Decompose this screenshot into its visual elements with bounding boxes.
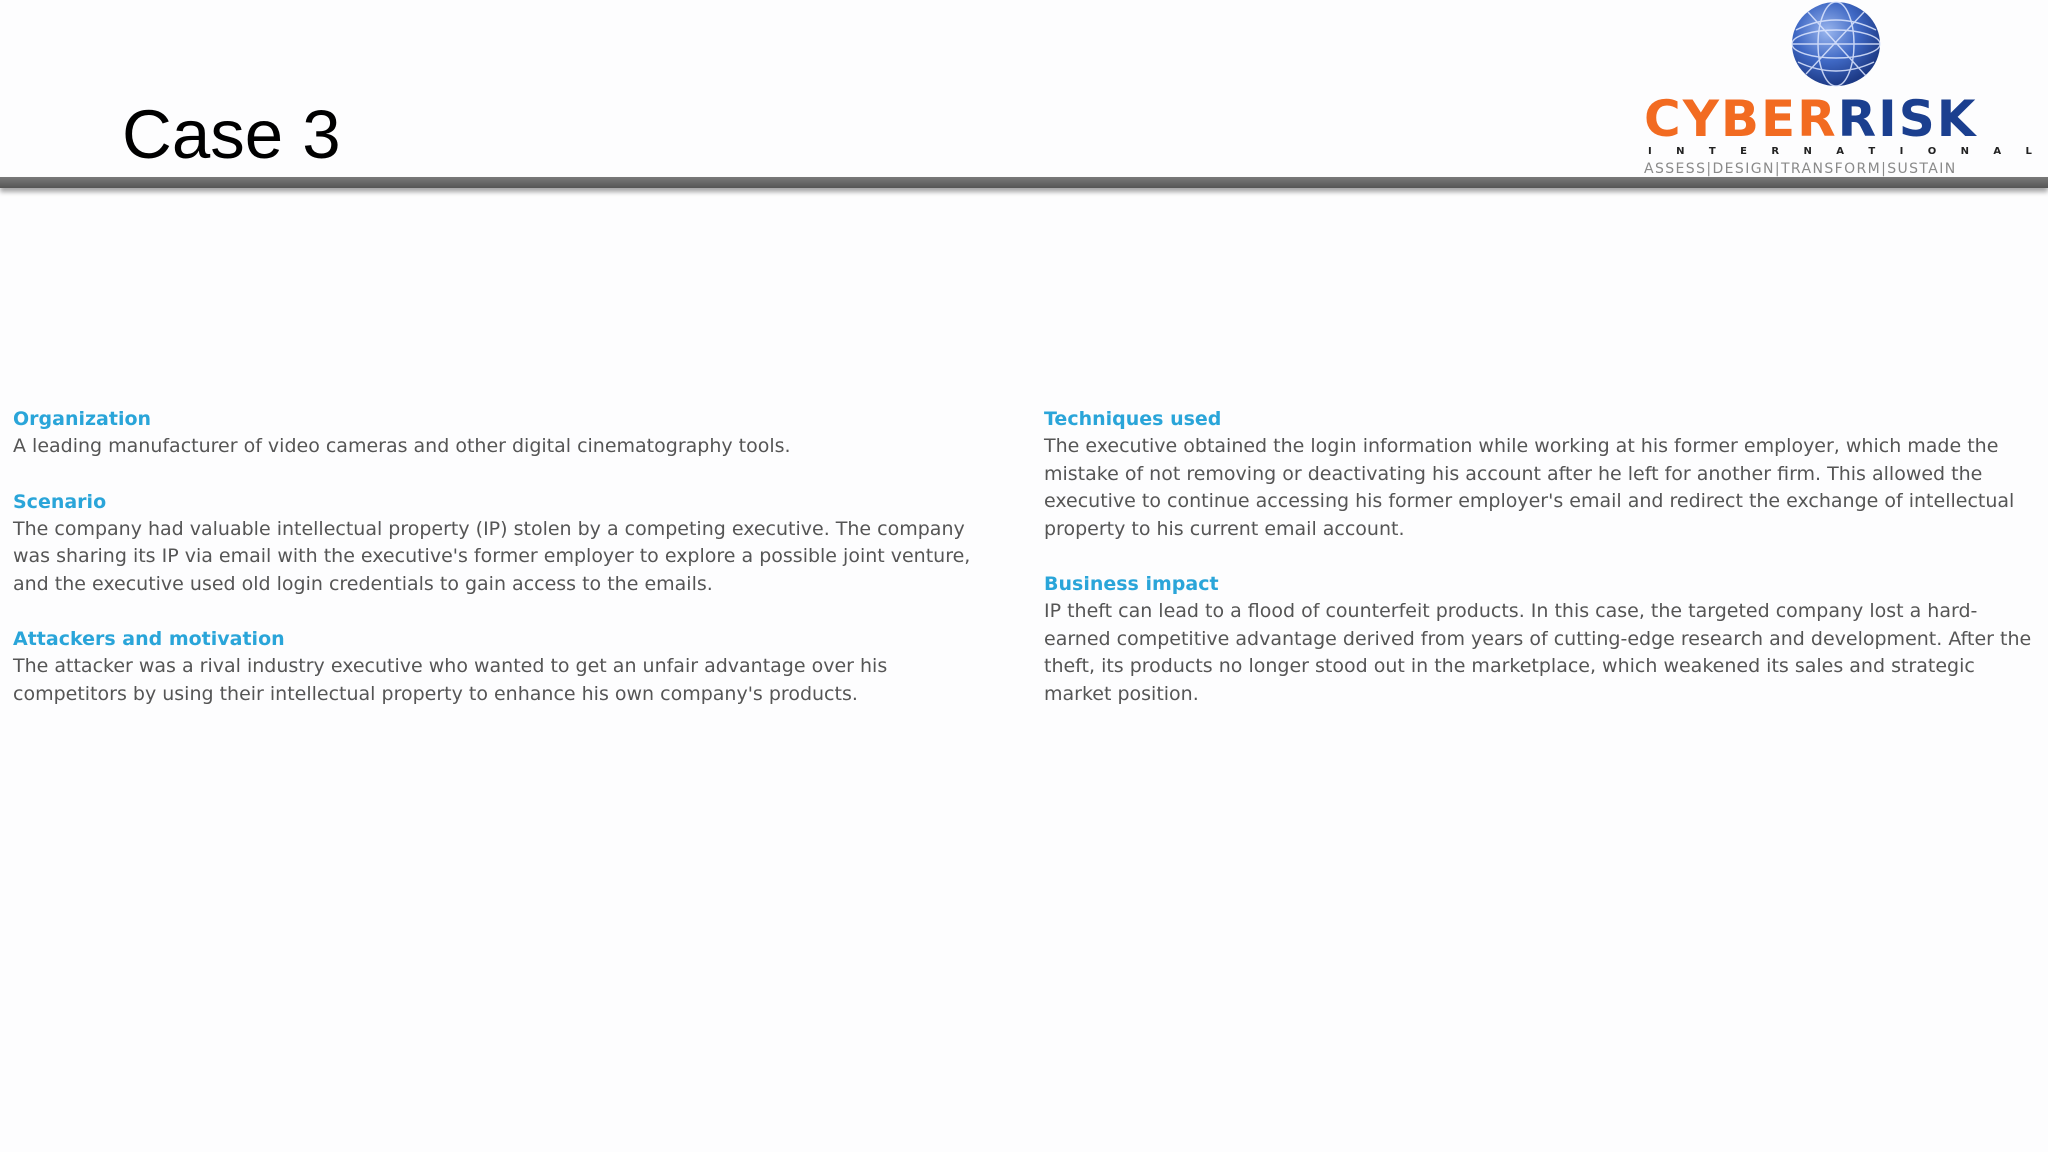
section-techniques <box>1044 406 2034 543</box>
brand-subtitle-letter: T <box>1708 146 1716 157</box>
brand-part-risk: RISK <box>1837 90 1978 148</box>
section-body: IP theft can lead to a flood of counterfeit products. In this case, the targeted company lost a hard-earned competitive advantage derived from years of cutting-edge research and development. After the theft, its products no longer stood out in the marketplace, which weakened its sales and strategic market position. <box>1044 600 2032 705</box>
brand-subtitle-letter: L <box>2025 146 2032 157</box>
section-body: The executive obtained the login information while working at his former employer, which made the mistake of not removing or deactivating his account after he left for another firm. This allowed the executive to continue accessing his former employer's email and redirect the exchange of intellectual property to his current email account. <box>1044 435 2015 540</box>
company-logo <box>1640 0 2040 178</box>
section-body: The attacker was a rival industry executive who wanted to get an unfair advantage over his competitors by using their intellectual property to enhance his own company's products. <box>13 655 888 705</box>
brand-subtitle-letter: N <box>1803 146 1812 157</box>
brand-subtitle-letter: A <box>1993 146 2002 157</box>
brand-tagline: ASSESS|DESIGN|TRANSFORM|SUSTAIN <box>1644 161 1957 177</box>
section-body: The company had valuable intellectual property (IP) stolen by a competing executive. The company was sharing its IP via email with the executive's former employer to explore a possible joint venture, and the executive used old login credentials to gain access to the emails. <box>13 517 971 595</box>
section-heading: Attackers and motivation <box>13 628 285 650</box>
brand-subtitle-letter: R <box>1771 146 1780 157</box>
slide-title: Case 3 <box>122 96 341 173</box>
brand-wordmark <box>1644 90 1978 148</box>
section-heading: Organization <box>13 408 152 430</box>
section-heading: Scenario <box>13 490 107 513</box>
brand-subtitle <box>1648 146 2032 157</box>
brand-subtitle-letter: T <box>1868 146 1876 157</box>
brand-subtitle-letter: O <box>1927 146 1937 157</box>
section-heading: Techniques used <box>1044 408 1222 430</box>
globe-icon <box>1788 0 1884 88</box>
brand-part-cyber: CYBER <box>1644 90 1838 148</box>
left-column <box>13 406 1003 736</box>
brand-subtitle-letter: I <box>1899 146 1904 157</box>
section-business-impact <box>1044 571 2034 708</box>
brand-subtitle-letter: N <box>1676 146 1685 157</box>
brand-subtitle-letter: A <box>1836 146 1844 157</box>
brand-subtitle-letter: E <box>1740 146 1747 157</box>
header-divider <box>0 177 2048 188</box>
section-body: A leading manufacturer of video cameras and other digital cinematography tools. <box>13 435 791 457</box>
brand-subtitle-letter: N <box>1960 146 1969 157</box>
section-heading: Business impact <box>1044 573 1219 595</box>
section-organization <box>13 406 1003 461</box>
right-column <box>1044 406 2034 736</box>
section-attackers <box>13 626 1003 708</box>
section-scenario <box>13 489 1003 599</box>
brand-subtitle-letter: I <box>1648 146 1652 157</box>
